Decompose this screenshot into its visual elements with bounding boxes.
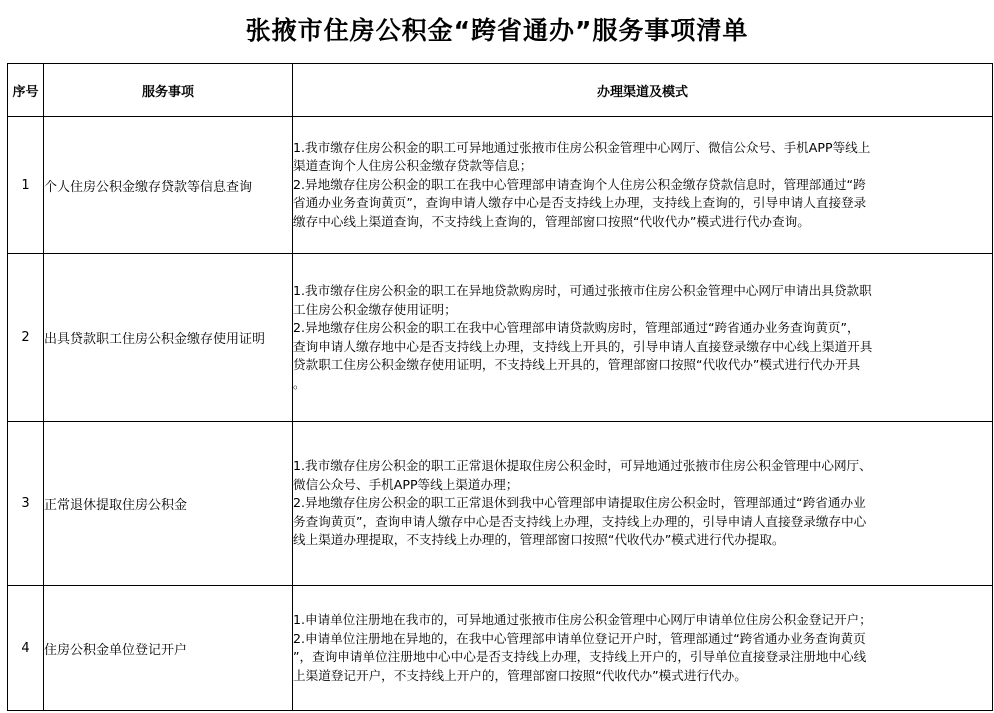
service-item: 正常退休提取住房公积金 xyxy=(44,422,293,586)
row-number: 1 xyxy=(8,117,44,254)
service-channel xyxy=(293,254,993,422)
channel-line: 缴存中心线上渠道查询，不支持线上查询的，管理部窗口按照“代收代办”模式进行代办查询。 xyxy=(293,213,810,229)
channel-line: 2.申请单位注册地在异地的，在我中心管理部申请单位登记开户时，管理部通过“跨省通办业务查询黄页 xyxy=(293,630,866,646)
service-channel xyxy=(293,117,993,254)
service-item: 个人住房公积金缴存贷款等信息查询 xyxy=(44,117,293,254)
service-channel xyxy=(293,422,993,586)
header-no: 序号 xyxy=(8,64,44,117)
table-row xyxy=(8,586,993,711)
channel-line: 务查询黄页”，查询申请人缴存中心是否支持线上办理，支持线上办理的，引导申请人直接登录缴存中心 xyxy=(293,513,867,529)
page-title: 张掖市住房公积金“跨省通办”服务事项清单 xyxy=(245,16,749,45)
channel-line: 查询申请人缴存地中心是否支持线上办理，支持线上开具的，引导申请人直接登录缴存中心线上渠道开具 xyxy=(293,338,873,354)
channel-line: 微信公众号、手机APP等线上渠道办理； xyxy=(293,476,519,492)
service-item: 住房公积金单位登记开户 xyxy=(44,586,293,711)
channel-line: 1.我市缴存住房公积金的职工在异地贷款购房时，可通过张掖市住房公积金管理中心网厅申请出具贷款职 xyxy=(293,283,872,298)
table-row xyxy=(8,117,993,254)
service-table xyxy=(7,63,993,711)
channel-line: 省通办业务查询黄页”，查询申请人缴存中心是否支持线上办理，支持线上查询的，引导申请人直接登录 xyxy=(293,195,867,211)
channel-line: 2.异地缴存住房公积金的职工在我中心管理部申请贷款购房时，管理部通过“跨省通办业务查询黄页”， xyxy=(293,320,860,335)
channel-line: 1.我市缴存住房公积金的职工正常退休提取住房公积金时，可异地通过张掖市住房公积金管理中心网厅、 xyxy=(293,458,872,474)
channel-line: 1.我市缴存住房公积金的职工可异地通过张掖市住房公积金管理中心网厅、微信公众号、手机APP等线上 xyxy=(293,139,871,155)
channel-line: 2.异地缴存住房公积金的职工在我中心管理部申请查询个人住房公积金缴存贷款信息时，管理部通过“跨 xyxy=(293,176,866,192)
service-channel xyxy=(293,586,993,711)
header-item: 服务事项 xyxy=(44,64,293,117)
channel-line: ”，查询申请单位注册地中心中心是否支持线上办理，支持线上开户的，引导单位直接登录注册地中心线 xyxy=(293,649,867,664)
row-number: 2 xyxy=(8,254,44,422)
row-number: 4 xyxy=(8,586,44,711)
channel-line: 渠道查询个人住房公积金缴存贷款等信息； xyxy=(293,158,533,174)
header-channel: 办理渠道及模式 xyxy=(293,64,993,117)
channel-line: 线上渠道办理提取，不支持线上办理的，管理部窗口按照“代收代办”模式进行代办提取。 xyxy=(293,532,785,548)
row-number: 3 xyxy=(8,422,44,586)
channel-line: 。 xyxy=(293,375,306,391)
table-row xyxy=(8,254,993,422)
service-item: 出具贷款职工住房公积金缴存使用证明 xyxy=(44,254,293,422)
channel-line: 贷款职工住房公积金缴存使用证明，不支持线上开具的，管理部窗口按照“代收代办”模式进行代办开具 xyxy=(293,357,861,372)
channel-line: 2.异地缴存住房公积金的职工正常退休到我中心管理部申请提取住房公积金时，管理部通过“跨省通办业 xyxy=(293,495,866,511)
table-row xyxy=(8,422,993,586)
channel-line: 1.申请单位注册地在我市的，可异地通过张掖市住房公积金管理中心网厅申请单位住房公积金登记开户； xyxy=(293,612,872,627)
channel-line: 上渠道登记开户，不支持线上开户的，管理部窗口按照“代收代办”模式进行代办。 xyxy=(293,667,747,683)
channel-line: 工住房公积金缴存使用证明； xyxy=(293,301,457,317)
table-header-row xyxy=(8,64,993,117)
